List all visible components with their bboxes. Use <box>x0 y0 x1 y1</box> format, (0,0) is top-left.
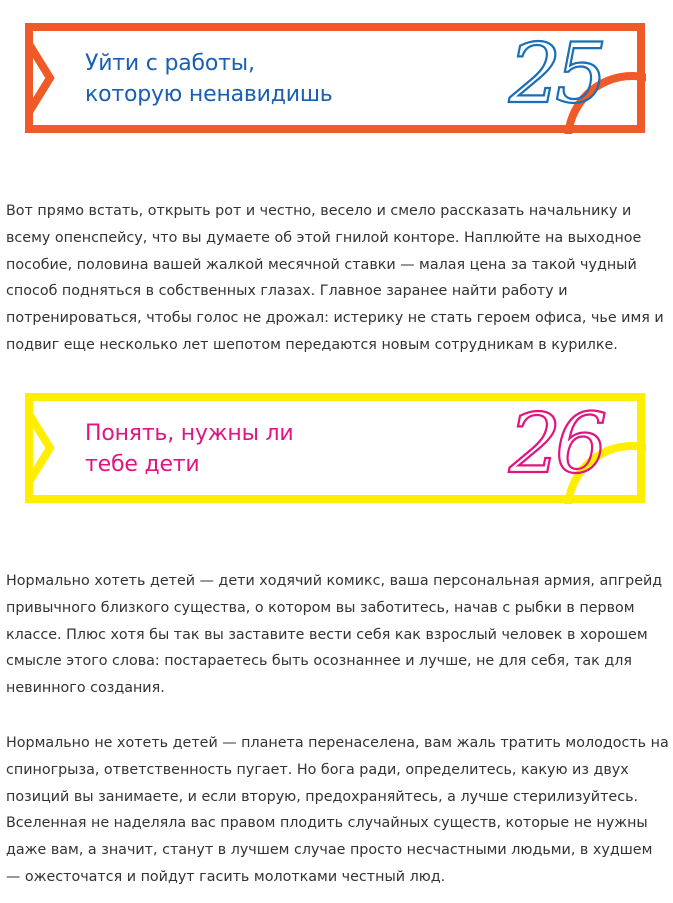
section-number: 26 <box>509 397 602 492</box>
paragraph-line: позиций вы занимаете, и если вторую, предохраняйтесь, а лучше стерилизуйтесь. <box>6 788 639 805</box>
paragraph-line: смысле этого слова: постараетесь быть осознаннее и лучше, не для себя, так для <box>6 653 632 670</box>
section-title-line: тебе дети <box>85 452 200 477</box>
body-paragraph <box>6 568 670 702</box>
section-title-line: которую ненавидишь <box>85 82 333 107</box>
paragraph-line: всему опенспейсу, что вы думаете об этой гнилой конторе. Наплюйте на выходное <box>6 229 642 246</box>
paragraph-line: Вселенная не наделяла вас правом плодить случайных существ, которые не нужны <box>6 815 648 832</box>
paragraph-line: подвиг еще несколько лет шепотом передаются новым сотрудникам в курилке. <box>6 336 618 353</box>
paragraph-line: невинного создания. <box>6 680 165 697</box>
section-title-line: Уйти с работы, <box>85 51 255 76</box>
paragraph-line: — ожесточатся и пойдут гасить молотками честный люд. <box>6 868 446 885</box>
paragraph-line: спиногрыза, ответственность пугает. Но бога ради, определитесь, какую из двух <box>6 761 629 778</box>
paragraph-line: Нормально не хотеть детей — планета перенаселена, вам жаль тратить молодость на <box>6 735 669 751</box>
paragraph-line: Нормально хотеть детей — дети ходячий комикс, ваша персональная армия, апгрейд <box>6 573 663 589</box>
paragraph-line: потренироваться, чтобы голос не дрожал: истерику не стать героем офиса, чье имя и <box>6 310 664 327</box>
section-title <box>85 418 294 480</box>
section-banner-26 <box>24 392 646 504</box>
paragraph-line: способ подняться в собственных глазах. Главное заранее найти работу и <box>6 283 568 300</box>
paragraph-line: классе. Плюс хотя бы так вы заставите вести себя как взрослый человек в хорошем <box>6 626 648 643</box>
section-banner-25 <box>24 22 646 134</box>
paragraph-line: Вот прямо встать, открыть рот и честно, весело и смело рассказать начальнику и <box>6 203 632 219</box>
paragraph-line: даже вам, а значит, станут в лучшем случае просто несчастными людьми, в худшем <box>6 842 653 859</box>
body-paragraph <box>6 730 670 891</box>
section-title <box>85 48 333 110</box>
body-paragraph <box>6 198 670 359</box>
paragraph-line: привычного близкого существа, о котором вы заботитесь, начав с рыбки в первом <box>6 599 635 616</box>
section-title-line: Понять, нужны ли <box>85 421 294 446</box>
section-number: 25 <box>509 27 602 122</box>
paragraph-line: пособие, половина вашей жалкой месячной ставки — малая цена за такой чудный <box>6 256 637 273</box>
